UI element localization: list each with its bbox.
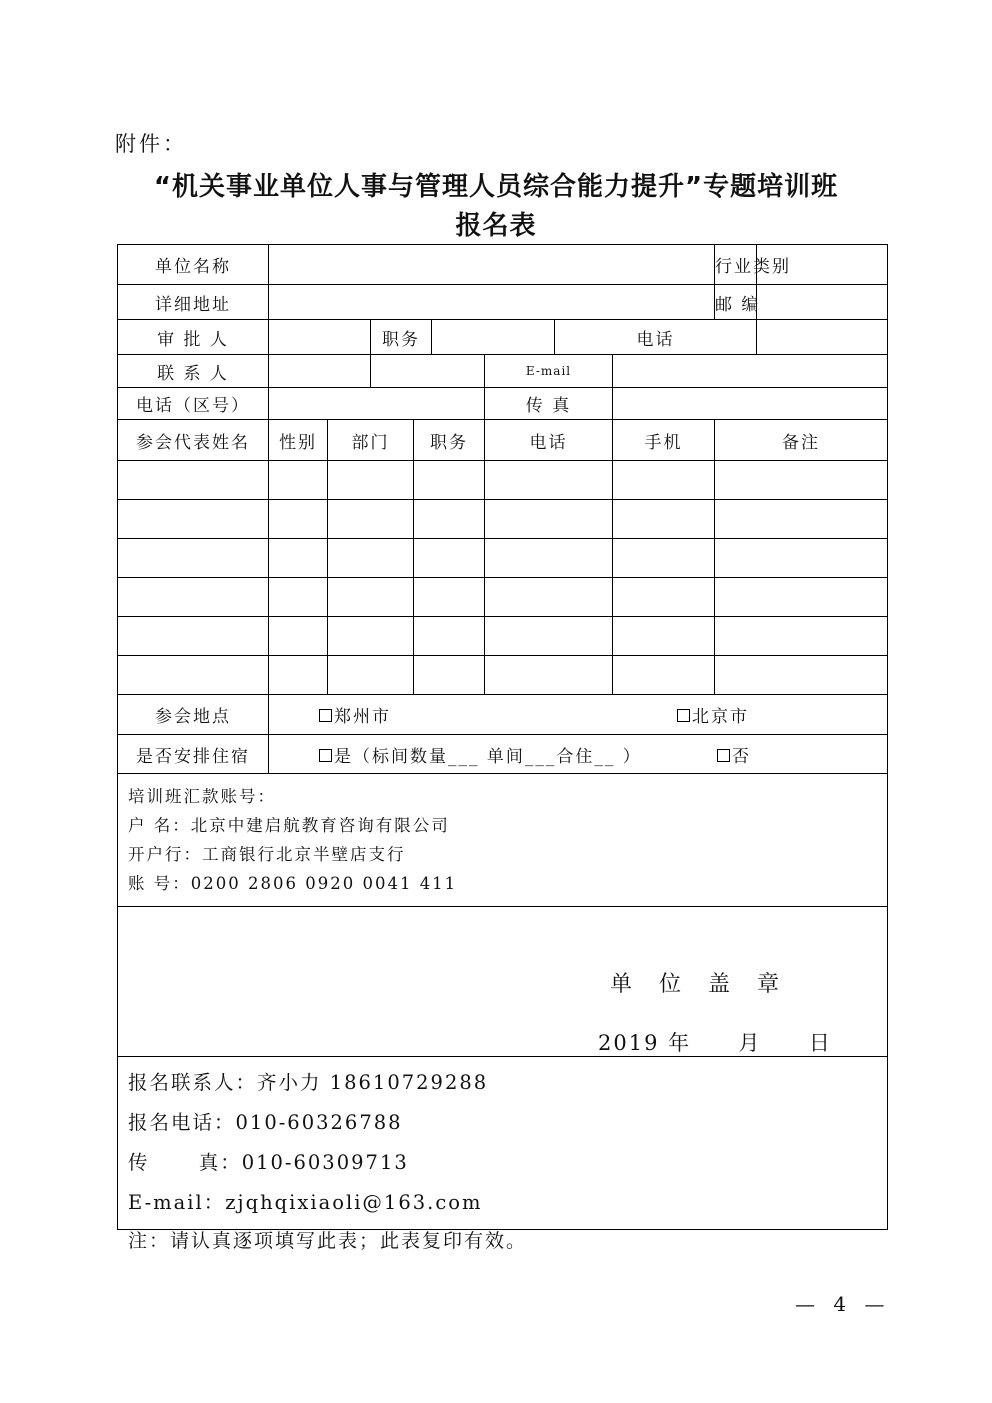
attendee-mobile-cell[interactable]	[613, 539, 715, 578]
attendee-name-cell[interactable]	[118, 461, 269, 500]
venue-option-zhengzhou[interactable]	[269, 702, 677, 727]
col-header-phone: 电话	[485, 420, 613, 461]
lodging-option-no[interactable]	[717, 747, 751, 767]
form-subtitle: 报名表	[455, 211, 537, 241]
attendee-gender-cell[interactable]	[269, 578, 328, 617]
attendee-name-cell[interactable]	[118, 617, 269, 656]
stamp-month: 月	[738, 1031, 762, 1055]
lodging-label: 是否安排住宿	[118, 735, 269, 774]
attendee-gender-cell[interactable]	[269, 461, 328, 500]
col-header-mobile: 手机	[613, 420, 715, 461]
lodging-yes-text: 是（标间数量___ 单间___合住__ ）	[334, 746, 642, 767]
footnote: 注：请认真逐项填写此表；此表复印有效。	[128, 1230, 528, 1252]
attendee-name-cell[interactable]	[118, 578, 269, 617]
venue-option-2-text: 北京市	[692, 707, 749, 727]
attendee-position-cell[interactable]	[414, 539, 485, 578]
registration-email: E-mail：zjqhqixiaoli@163.com	[128, 1191, 483, 1214]
registration-fax: 传 真：010-60309713	[128, 1151, 409, 1174]
attendee-remarks-cell[interactable]	[715, 461, 888, 500]
attendee-position-cell[interactable]	[414, 617, 485, 656]
attachment-label: 附件：	[115, 132, 187, 156]
attendee-phone-cell[interactable]	[485, 656, 613, 695]
address-label: 详细地址	[118, 285, 269, 320]
attendee-header-row	[118, 420, 888, 461]
attendee-mobile-cell[interactable]	[613, 578, 715, 617]
stamp-date	[598, 1027, 832, 1057]
form-title: “机关事业单位人事与管理人员综合能力提升”专题培训班	[153, 172, 839, 202]
registration-phone: 报名电话：010-60326788	[128, 1111, 403, 1134]
attendee-gender-cell[interactable]	[269, 656, 328, 695]
approver-input[interactable]	[269, 320, 371, 355]
attendee-department-cell[interactable]	[328, 461, 414, 500]
attendee-row	[118, 617, 888, 656]
col-header-department: 部门	[328, 420, 414, 461]
bank-account-name: 户 名：北京中建启航教育咨询有限公司	[128, 816, 450, 835]
approver-label: 审 批 人	[118, 320, 269, 355]
registration-form-table	[117, 244, 888, 1230]
contact-input[interactable]	[269, 355, 371, 388]
address-input[interactable]	[269, 285, 715, 320]
approver-position-input[interactable]	[432, 320, 555, 355]
venue-options	[269, 695, 888, 735]
bank-account-number: 账 号：0200 2806 0920 0041 411	[128, 874, 458, 893]
stamp-cell	[118, 907, 888, 1057]
col-header-name: 参会代表姓名	[118, 420, 269, 461]
lodging-option-yes[interactable]	[269, 742, 717, 767]
bank-title: 培训班汇款账号：	[128, 787, 276, 806]
attendee-name-cell[interactable]	[118, 656, 269, 695]
attendee-gender-cell[interactable]	[269, 500, 328, 539]
attendee-mobile-cell[interactable]	[613, 656, 715, 695]
attendee-gender-cell[interactable]	[269, 617, 328, 656]
registration-contact-cell	[118, 1057, 888, 1230]
phone-input[interactable]	[269, 388, 485, 420]
attendee-department-cell[interactable]	[328, 656, 414, 695]
lodging-no-text: 否	[732, 746, 751, 767]
postcode-input[interactable]	[757, 285, 888, 320]
attendee-department-cell[interactable]	[328, 539, 414, 578]
stamp-year: 2019 年	[598, 1031, 692, 1055]
checkbox-lodging-no[interactable]	[717, 749, 730, 762]
venue-option-1-text: 郑州市	[334, 707, 391, 727]
attendee-mobile-cell[interactable]	[613, 461, 715, 500]
attendee-department-cell[interactable]	[328, 617, 414, 656]
checkbox-lodging-yes[interactable]	[319, 749, 332, 762]
attendee-phone-cell[interactable]	[485, 578, 613, 617]
attendee-row	[118, 500, 888, 539]
attendee-remarks-cell[interactable]	[715, 617, 888, 656]
stamp-day: 日	[808, 1031, 832, 1055]
attendee-position-cell[interactable]	[414, 461, 485, 500]
attendee-mobile-cell[interactable]	[613, 617, 715, 656]
checkbox-zhengzhou[interactable]	[319, 709, 332, 722]
page-number: — 4 —	[795, 1292, 891, 1316]
attendee-gender-cell[interactable]	[269, 539, 328, 578]
col-header-gender: 性别	[269, 420, 328, 461]
unit-name-label: 单位名称	[118, 245, 269, 285]
checkbox-beijing[interactable]	[677, 709, 690, 722]
attendee-position-cell[interactable]	[414, 656, 485, 695]
email-label: E-mail	[485, 355, 613, 388]
attendee-mobile-cell[interactable]	[613, 500, 715, 539]
attendee-phone-cell[interactable]	[485, 539, 613, 578]
contact-label: 联 系 人	[118, 355, 269, 388]
attendee-row	[118, 539, 888, 578]
email-input[interactable]	[613, 355, 888, 388]
phone-label: 电话（区号）	[118, 388, 269, 420]
venue-option-beijing[interactable]	[677, 707, 749, 727]
industry-label-text: 行业类别	[715, 257, 791, 277]
approver-phone-input[interactable]	[757, 320, 888, 355]
attendee-row	[118, 461, 888, 500]
unit-name-input[interactable]	[269, 245, 715, 285]
attendee-position-cell[interactable]	[414, 578, 485, 617]
approver-position-label: 职务	[371, 320, 432, 355]
registration-contact: 报名联系人：齐小力 18610729288	[128, 1071, 489, 1094]
attendee-remarks-cell[interactable]	[715, 539, 888, 578]
attendee-remarks-cell[interactable]	[715, 500, 888, 539]
attendee-department-cell[interactable]	[328, 578, 414, 617]
venue-label: 参会地点	[118, 695, 269, 735]
fax-label: 传 真	[485, 388, 613, 420]
attendee-row	[118, 656, 888, 695]
attendee-name-cell[interactable]	[118, 539, 269, 578]
approver-phone-label: 电话	[555, 320, 757, 355]
bank-name: 开户行：工商银行北京半壁店支行	[128, 845, 406, 864]
bank-info-cell	[118, 774, 888, 907]
attendee-position-cell[interactable]	[414, 500, 485, 539]
attendee-remarks-cell[interactable]	[715, 656, 888, 695]
col-header-position: 职务	[414, 420, 485, 461]
attendee-phone-cell[interactable]	[485, 617, 613, 656]
contact-extra-input[interactable]	[371, 355, 485, 388]
attendee-remarks-cell[interactable]	[715, 578, 888, 617]
attendee-phone-cell[interactable]	[485, 500, 613, 539]
attendee-row	[118, 578, 888, 617]
postcode-label: 邮 编	[715, 285, 757, 320]
fax-input[interactable]	[613, 388, 888, 420]
unit-stamp-label: 单 位 盖 章	[610, 972, 789, 997]
col-header-remarks: 备注	[715, 420, 888, 461]
industry-label	[715, 245, 791, 285]
attendee-name-cell[interactable]	[118, 500, 269, 539]
lodging-options	[269, 735, 888, 774]
attendee-department-cell[interactable]	[328, 500, 414, 539]
attendee-phone-cell[interactable]	[485, 461, 613, 500]
